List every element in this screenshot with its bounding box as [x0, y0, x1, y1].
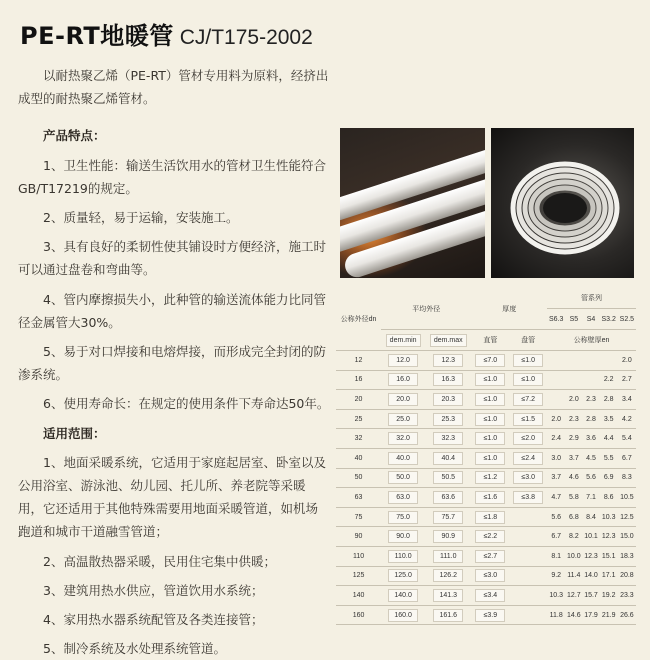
table-cell: ≤2.0	[509, 429, 547, 449]
table-cell: 4.2	[618, 409, 636, 429]
table-cell: 8.6	[600, 488, 618, 508]
table-cell: 75	[336, 507, 381, 527]
sub-header-max: dem.max	[425, 330, 471, 351]
table-cell: 90.0	[381, 527, 425, 547]
table-cell: 23.3	[618, 586, 636, 606]
table-row	[336, 468, 636, 488]
table-cell: 15.1	[600, 546, 618, 566]
table-cell: 161.6	[425, 605, 471, 625]
table-row	[336, 409, 636, 429]
table-cell	[600, 351, 618, 371]
feature-item: 3、具有良好的柔韧性使其铺设时方便经济，施工时可以通过盘卷和弯曲等。	[18, 239, 326, 278]
table-row	[336, 429, 636, 449]
table-cell: 26.6	[618, 605, 636, 625]
table-cell: ≤3.0	[471, 566, 509, 586]
table-cell: 40	[336, 448, 381, 468]
table-cell: ≤2.7	[471, 546, 509, 566]
table-cell: 4.6	[565, 468, 582, 488]
table-cell: 125.0	[381, 566, 425, 586]
table-cell: 63	[336, 488, 381, 508]
table-cell: ≤3.8	[509, 488, 547, 508]
table-cell: ≤1.0	[471, 370, 509, 390]
header-series: 管系列	[547, 288, 636, 309]
series-label: S6.3	[547, 309, 565, 330]
table-cell	[547, 351, 565, 371]
table-cell: 16	[336, 370, 381, 390]
table-cell: 8.4	[582, 507, 599, 527]
feature-item: 1、卫生性能：输送生活饮用水的管材卫生性能符合GB/T17219的规定。	[18, 157, 326, 196]
table-cell: 126.2	[425, 566, 471, 586]
table-cell	[547, 370, 565, 390]
table-cell: 6.9	[600, 468, 618, 488]
table-cell: ≤1.0	[509, 351, 547, 371]
table-cell: 2.3	[582, 390, 599, 410]
table-cell: 160.0	[381, 605, 425, 625]
table-cell: 18.3	[618, 546, 636, 566]
table-cell: 12.3	[600, 527, 618, 547]
features-heading: 产品特点：	[43, 128, 106, 144]
table-cell: ≤3.4	[471, 586, 509, 606]
table-cell: 12.5	[618, 507, 636, 527]
coiled-pipe-photo	[491, 128, 634, 278]
table-cell: ≤2.4	[509, 448, 547, 468]
feature-item: 6、使用寿命长：在规定的使用条件下寿命达50年。	[43, 396, 330, 412]
table-cell: 17.1	[600, 566, 618, 586]
table-cell: 5.6	[547, 507, 565, 527]
table-row	[336, 507, 636, 527]
series-label: S5	[565, 309, 582, 330]
table-cell: 25.0	[381, 409, 425, 429]
table-cell: 2.8	[600, 390, 618, 410]
table-cell: 32.0	[381, 429, 425, 449]
table-cell: 90.9	[425, 527, 471, 547]
dimension-table	[336, 288, 636, 625]
series-label: S2.5	[618, 309, 636, 330]
table-cell: 20.3	[425, 390, 471, 410]
table-cell	[509, 507, 547, 527]
table-cell: ≤1.0	[471, 448, 509, 468]
scope-item: 4、家用热水器系统配管及各类连接管；	[43, 612, 264, 628]
sub-header-coil: 盘管	[509, 330, 547, 351]
table-cell: 140.0	[381, 586, 425, 606]
table-cell	[582, 351, 599, 371]
table-cell: 10.3	[600, 507, 618, 527]
table-cell: 15.7	[582, 586, 599, 606]
description-column	[18, 64, 330, 660]
table-cell: ≤1.0	[471, 409, 509, 429]
scope-heading: 适用范围：	[43, 425, 106, 441]
table-cell: 4.7	[547, 488, 565, 508]
table-cell: 10.5	[618, 488, 636, 508]
table-cell: ≤1.8	[471, 507, 509, 527]
table-cell: ≤7.2	[509, 390, 547, 410]
table-cell: 110	[336, 546, 381, 566]
table-cell: 10.0	[565, 546, 582, 566]
table-cell: 14.0	[582, 566, 599, 586]
table-cell: 11.4	[565, 566, 582, 586]
table-cell: 50.0	[381, 468, 425, 488]
intro-paragraph: 以耐热聚乙烯（PE-RT）管材专用料为原料，经挤出成型的耐热聚乙烯管材。	[18, 68, 329, 107]
table-cell: 6.8	[565, 507, 582, 527]
table-row	[336, 605, 636, 625]
table-row	[336, 448, 636, 468]
sub-header-min: dem.min	[381, 330, 425, 351]
series-label: S4	[582, 309, 599, 330]
table-cell: ≤7.0	[471, 351, 509, 371]
table-row	[336, 566, 636, 586]
table-cell: ≤1.0	[471, 429, 509, 449]
table-cell: ≤1.6	[471, 488, 509, 508]
table-cell: 3.5	[600, 409, 618, 429]
table-cell: 3.7	[547, 468, 565, 488]
table-cell: 2.4	[547, 429, 565, 449]
table-cell	[509, 586, 547, 606]
table-cell: 75.7	[425, 507, 471, 527]
table-cell: ≤3.0	[509, 468, 547, 488]
table-cell: 6.7	[547, 527, 565, 547]
table-cell: 2.2	[600, 370, 618, 390]
table-cell: 110.0	[381, 546, 425, 566]
table-cell: 50	[336, 468, 381, 488]
header-wall: 厚度	[471, 288, 547, 330]
header-nominal-od: 公称外径dn	[336, 288, 381, 351]
white-pipes-photo	[340, 128, 485, 278]
table-cell: ≤2.2	[471, 527, 509, 547]
table-cell: 3.4	[618, 390, 636, 410]
table-cell: 2.3	[565, 409, 582, 429]
table-cell: 12	[336, 351, 381, 371]
table-cell: 2.0	[547, 409, 565, 429]
table-cell: 4.5	[582, 448, 599, 468]
scope-item: 3、建筑用热水供应，管道饮用水系统；	[43, 582, 264, 598]
table-cell	[509, 527, 547, 547]
table-cell: 6.7	[618, 448, 636, 468]
table-cell: 3.6	[582, 429, 599, 449]
scope-item: 2、高温散热器采暖，民用住宅集中供暖；	[43, 553, 276, 569]
table-cell: 2.0	[565, 390, 582, 410]
table-cell: 2.0	[618, 351, 636, 371]
table-cell: ≤1.5	[509, 409, 547, 429]
table-cell	[509, 605, 547, 625]
table-cell: 4.4	[600, 429, 618, 449]
table-cell	[582, 370, 599, 390]
table-cell: ≤3.9	[471, 605, 509, 625]
table-cell: 40.0	[381, 448, 425, 468]
table-cell	[509, 566, 547, 586]
table-cell: 11.8	[547, 605, 565, 625]
table-cell: ≤1.0	[509, 370, 547, 390]
feature-item: 5、易于对口焊接和电熔焊接，而形成完全封闭的防渗系统。	[18, 344, 326, 383]
table-cell: 20	[336, 390, 381, 410]
table-cell: 32.3	[425, 429, 471, 449]
table-cell: 17.9	[582, 605, 599, 625]
product-name: PE-RT地暖管	[20, 22, 174, 50]
table-cell: 16.3	[425, 370, 471, 390]
standard-code: CJ/T175-2002	[179, 26, 313, 49]
table-cell: 5.5	[600, 448, 618, 468]
table-cell: ≤1.2	[471, 468, 509, 488]
table-row	[336, 370, 636, 390]
table-cell: 140	[336, 586, 381, 606]
series-label: S3.2	[600, 309, 618, 330]
table-cell: 21.9	[600, 605, 618, 625]
table-cell	[509, 546, 547, 566]
table-row	[336, 390, 636, 410]
table-cell: 12.7	[565, 586, 582, 606]
scope-item: 5、制冷系统及水处理系统管道。	[43, 641, 226, 657]
sub-header-nominal-wall: 公称壁厚en	[547, 330, 636, 351]
table-cell: 8.1	[547, 546, 565, 566]
table-cell: 3.0	[547, 448, 565, 468]
table-cell: 10.3	[547, 586, 565, 606]
page-title	[20, 16, 313, 51]
table-cell: 12.3	[425, 351, 471, 371]
table-cell: 2.8	[582, 409, 599, 429]
table-cell: 75.0	[381, 507, 425, 527]
table-cell: 5.6	[582, 468, 599, 488]
table-row	[336, 527, 636, 547]
table-cell: 50.5	[425, 468, 471, 488]
table-row	[336, 488, 636, 508]
table-cell: 25	[336, 409, 381, 429]
table-cell: 111.0	[425, 546, 471, 566]
table-cell: 7.1	[582, 488, 599, 508]
table-cell: ≤1.0	[471, 390, 509, 410]
feature-item: 4、管内摩擦损失小，此种管的输送流体能力比同管径金属管大30%。	[18, 291, 326, 330]
table-cell: 20.0	[381, 390, 425, 410]
table-row	[336, 351, 636, 371]
table-cell: 32	[336, 429, 381, 449]
table-cell: 8.2	[565, 527, 582, 547]
table-cell: 141.3	[425, 586, 471, 606]
table-cell: 15.0	[618, 527, 636, 547]
table-body	[336, 351, 636, 625]
table-cell: 14.6	[565, 605, 582, 625]
table-cell: 90	[336, 527, 381, 547]
table-cell: 10.1	[582, 527, 599, 547]
table-cell: 2.7	[618, 370, 636, 390]
table-cell: 8.3	[618, 468, 636, 488]
feature-item: 2、质量轻，易于运输，安装施工。	[43, 210, 239, 226]
table-row	[336, 586, 636, 606]
header-mean-od: 平均外径	[381, 288, 471, 330]
table-row	[336, 546, 636, 566]
table-cell: 19.2	[600, 586, 618, 606]
table-cell	[565, 370, 582, 390]
table-cell: 9.2	[547, 566, 565, 586]
table-cell: 16.0	[381, 370, 425, 390]
table-cell: 3.7	[565, 448, 582, 468]
table-cell: 160	[336, 605, 381, 625]
table-cell: 5.8	[565, 488, 582, 508]
table-cell: 20.8	[618, 566, 636, 586]
scope-item: 1、地面采暖系统，它适用于家庭起居室、卧室以及公用浴室、游泳池、幼儿园、托儿所、养老院等采暖用，它还适用于其他特殊需要用地面采暖管道，如机场跑道和城市干道融雪管道；	[18, 454, 326, 540]
table-cell: 5.4	[618, 429, 636, 449]
table-cell	[565, 351, 582, 371]
sub-header-straight: 直管	[471, 330, 509, 351]
table-cell: 12.3	[582, 546, 599, 566]
table-cell: 125	[336, 566, 381, 586]
table-cell: 40.4	[425, 448, 471, 468]
table-cell: 63.6	[425, 488, 471, 508]
table-cell: 2.9	[565, 429, 582, 449]
table-cell	[547, 390, 565, 410]
table-cell: 12.0	[381, 351, 425, 371]
table-cell: 25.3	[425, 409, 471, 429]
table-cell: 63.0	[381, 488, 425, 508]
